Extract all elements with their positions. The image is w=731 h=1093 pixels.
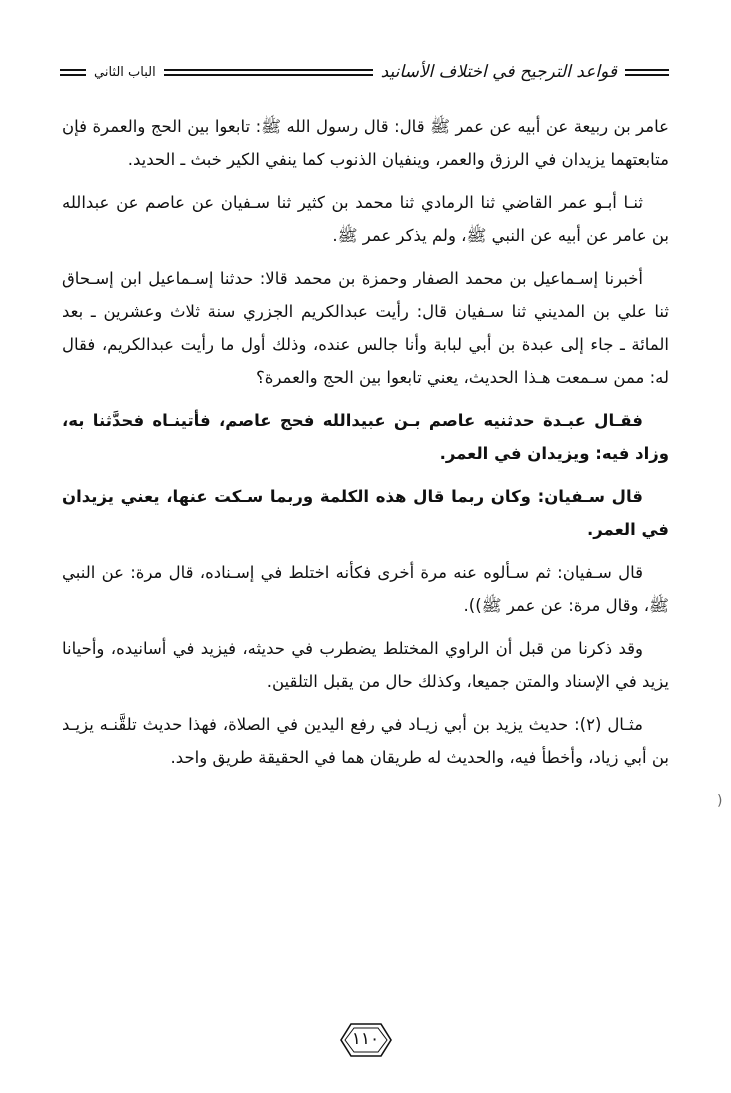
margin-mark: ( [717, 793, 723, 809]
paragraph-1: عامر بن ربيعة عن أبيه عن عمر ﷺ قال: قال رسول الله ﷺ: تابعوا بين الحج والعمرة فإن متابعتهما يزيدان في الرزق والعمر، وينفيان الذنوب كما ينفي الكير خبث ـ الحديد. [62, 117, 669, 169]
paragraph-2: ثنـا أبـو عمر القاضي ثنا الرمادي ثنا محمد بن كثير ثنا سـفيان عن عاصم عن عبدالله بن عامر عن أبيه عن النبي ﷺ، ولم يذكر عمر ﷺ. [62, 193, 669, 245]
chapter-title: الباب الثاني [94, 64, 156, 80]
page-number: ١١٠ [351, 1029, 380, 1049]
page-body [62, 110, 669, 784]
paragraph-8: مثـال (٢): حديث يزيد بن أبي زيـاد في رفع اليدين في الصلاة، فهذا حديث تلقَّنـه يزيـد بن أبي زياد، وأخطأ فيه، والحديث له طريقان هما في الحقيقة طريق واحد. [62, 715, 669, 767]
header-rule-right [625, 69, 669, 76]
paragraph-6: قال سـفيان: ثم سـألوه عنه مرة أخرى فكأنه اختلط في إسـناده، قال مرة: عن النبي ﷺ، وقال مرة: عن عمر ﷺ)). [62, 563, 669, 615]
running-header [60, 52, 669, 92]
paragraph-7: وقد ذكرنا من قبل أن الراوي المختلط يضطرب في حديثه، فيزيد في أسانيده، وأحيانا يزيد في الإسناد والمتن جميعا، وكذلك حال من يقبل التلقين. [62, 639, 669, 691]
paragraph-5: قال سـفيان: وكان ربما قال هذه الكلمة وربما سـكت عنها، يعني يزيدان في العمر. [62, 487, 669, 539]
header-rule-left [60, 69, 86, 76]
page-number-ornament [337, 1020, 395, 1060]
header-rule-middle [164, 69, 373, 76]
paragraph-4: فقـال عبـدة حدثنيه عاصم بـن عبيدالله فحج عاصم، فأتينـاه فحدَّثنا به، وزاد فيه: ويزيدان في العمر. [62, 411, 669, 463]
paragraph-3: أخبرنا إسـماعيل بن محمد الصفار وحمزة بن محمد قالا: حدثنا إسـماعيل ابن إسـحاق ثنا علي بن المديني ثنا سـفيان قال: رأيت عبدالكريم الجزري سنة ثلاث وعشرين ـ بعد المائة ـ جاء إلى عبدة بن أبي لبابة وأنا جالس عنده، وذلك أول ما رأيت عبدالكريم، فقال له: ممن سـمعت هـذا الحديث، يعني تابعوا بين الحج والعمرة؟ [62, 269, 669, 387]
book-title: قواعد الترجيح في اختلاف الأسانيد [380, 62, 617, 82]
